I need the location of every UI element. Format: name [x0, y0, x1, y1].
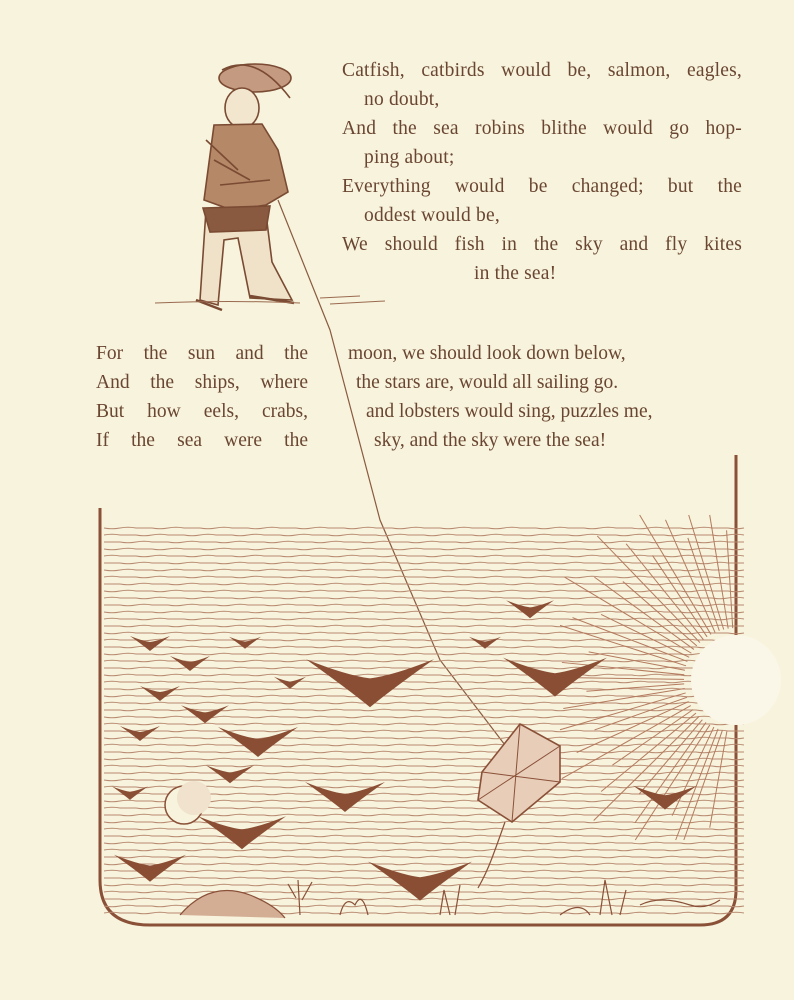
- poem-line: no doubt,: [364, 89, 440, 110]
- poem-line: But how eels, crabs,: [96, 401, 308, 422]
- sea-line: [104, 639, 744, 641]
- sea-line: [104, 730, 744, 732]
- sea-line: [104, 688, 744, 690]
- sea-line: [104, 870, 744, 872]
- sea-line: [104, 779, 744, 781]
- sea-line: [104, 576, 744, 578]
- poem-line: ping about;: [364, 147, 455, 168]
- sea-line: [104, 856, 744, 858]
- sea-line: [104, 583, 744, 585]
- sea-line: [104, 744, 744, 746]
- birds: [112, 600, 697, 900]
- boy-figure: [196, 64, 294, 310]
- bird-icon: [506, 600, 554, 618]
- sea-line: [104, 555, 744, 557]
- sea-line: [104, 828, 744, 830]
- poem-line: Catfish, catbirds would be, salmon, eagles,: [342, 60, 742, 81]
- sea-line: [104, 821, 744, 823]
- bird-icon: [130, 636, 170, 651]
- poem-line: oddest would be,: [364, 205, 500, 226]
- sun-ray: [727, 530, 733, 628]
- bird-icon: [114, 855, 186, 882]
- sea-line: [104, 625, 744, 627]
- sea-line: [104, 842, 744, 844]
- poem-line: the stars are, would all sailing go.: [356, 372, 619, 393]
- bottom-stanza-left: [96, 339, 308, 455]
- sea-line: [104, 611, 744, 613]
- sea-line: [104, 548, 744, 550]
- sea-line: [104, 849, 744, 851]
- bird-icon: [306, 659, 434, 707]
- sea-line: [104, 674, 744, 676]
- poem-line: Everything would be changed; but the: [342, 176, 742, 197]
- sun-ray: [594, 577, 694, 649]
- sea-line: [104, 723, 744, 725]
- poem-line: We should fish in the sky and fly kites: [342, 234, 742, 255]
- poem-line: and lobsters would sing, puzzles me,: [366, 401, 653, 422]
- poem-line: If the sea were the: [96, 430, 308, 451]
- sea-line: [104, 863, 744, 865]
- sea-line: [104, 709, 744, 711]
- sea-line: [104, 604, 744, 606]
- sun-icon: [560, 515, 781, 840]
- poem-line: sky, and the sky were the sea!: [374, 430, 607, 451]
- sea-line: [104, 541, 744, 543]
- sea-line: [104, 772, 744, 774]
- sea-line: [104, 681, 744, 683]
- sea-line: [104, 632, 744, 634]
- sea-line: [104, 835, 744, 837]
- poem-line: moon, we should look down below,: [348, 343, 626, 364]
- poem-line: And the sea robins blithe would go hop-: [342, 118, 742, 139]
- bird-icon: [368, 862, 472, 901]
- poem-line: For the sun and the: [96, 343, 308, 364]
- sun-ray: [586, 684, 684, 691]
- sea-line: [104, 737, 744, 739]
- bird-icon: [633, 786, 697, 810]
- sea-line: [104, 562, 744, 564]
- sea-line: [104, 758, 744, 760]
- bird-icon: [274, 677, 306, 689]
- sea-line: [104, 597, 744, 599]
- sea-line: [104, 590, 744, 592]
- bottom-stanza-right: [348, 339, 718, 455]
- poem-line: in the sea!: [474, 263, 557, 284]
- sun-ray: [564, 577, 691, 653]
- top-stanza: [342, 56, 742, 288]
- sun-ray: [560, 625, 686, 665]
- poem-line: And the ships, where: [96, 372, 308, 393]
- sea-line: [104, 667, 744, 669]
- sea-line: [104, 618, 744, 620]
- sea-line: [104, 695, 744, 697]
- sun-ray: [684, 730, 723, 840]
- sea-line: [104, 534, 744, 536]
- bird-icon: [181, 705, 229, 723]
